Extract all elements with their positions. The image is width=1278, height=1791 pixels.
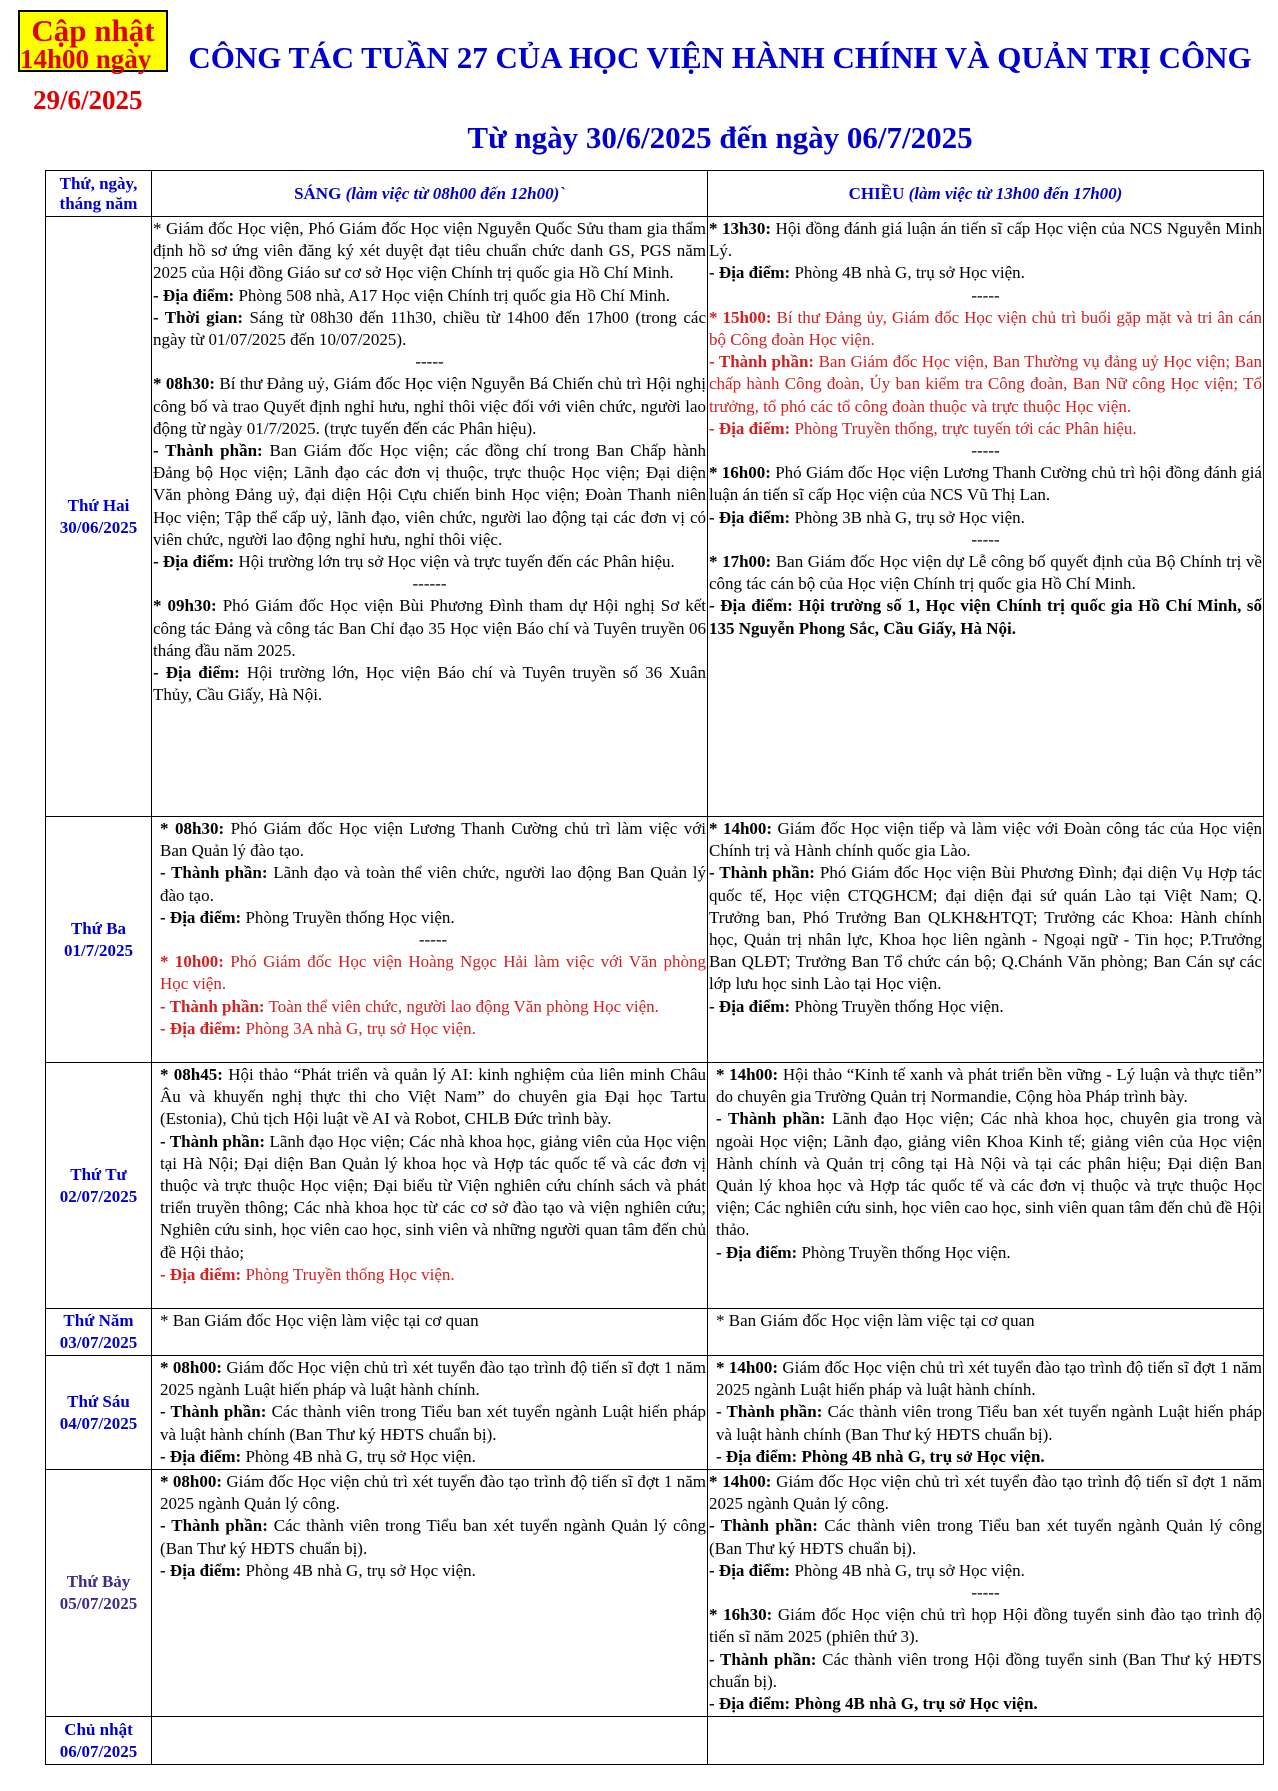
- day-cell-wed: [46, 1063, 152, 1309]
- update-note-line2: 14h00 ngày: [20, 44, 152, 74]
- day-date: 03/07/2025: [59, 1333, 138, 1352]
- event-place: Hội trường lớn, Học viện Báo chí và Tuyên truyền số 36 Xuân Thủy, Cầu Giấy, Hà Nội.: [153, 663, 706, 705]
- event-place: Phòng Truyền thống Học viện.: [797, 1242, 1011, 1262]
- event-text: Hội thảo “Phát triển và quản lý AI: kinh nghiệm của liên minh Châu Âu và khuyến nghị thực thi cho Việt Nam” do chuyên gia Đại học Tartu (Estonia), Chủ tịch Hội luật về AI và Robot, CHLB Đức trình bày.: [160, 1065, 706, 1129]
- place-label: - Địa điểm:: [709, 1560, 791, 1580]
- members-label: - Thành phần:: [716, 1109, 826, 1129]
- separator: -----: [971, 285, 1000, 305]
- event-place: Phòng Truyền thống Học viện.: [241, 1264, 455, 1284]
- day-cell-sun: [46, 1717, 152, 1765]
- table-row: [46, 817, 1264, 1063]
- day-date: 02/07/2025: [59, 1186, 138, 1206]
- place-label: - Địa điểm:: [709, 418, 791, 438]
- table-row: [46, 1356, 1264, 1470]
- morning-cell-sat: [152, 1470, 708, 1717]
- day-name: Thứ Sáu: [67, 1391, 130, 1411]
- event-time: * 16h00:: [709, 463, 771, 483]
- page-title: CÔNG TÁC TUẦN 27 CỦA HỌC VIỆN HÀNH CHÍNH VÀ QUẢN TRỊ CÔNG: [188, 40, 1252, 75]
- table-row: [46, 1717, 1264, 1765]
- members-label: - Thành phần:: [709, 1516, 818, 1536]
- place-label: - Địa điểm:: [709, 507, 791, 527]
- event-place: Phòng 508 nhà, A17 Học viện Chính trị quốc gia Hồ Chí Minh.: [234, 285, 671, 305]
- event-place: Phòng 4B nhà G, trụ sở Học viện.: [790, 263, 1025, 283]
- afternoon-cell-wed: [708, 1063, 1264, 1309]
- separator: -----: [971, 441, 1000, 461]
- event-time: * 08h45:: [160, 1065, 223, 1084]
- event-text: * Ban Giám đốc Học viện làm việc tại cơ quan: [716, 1311, 1035, 1330]
- table-row: [46, 1470, 1264, 1717]
- event-text: Giám đốc Học viện chủ trì xét tuyển đào tạo trình độ tiến sĩ đợt 1 năm 2025 ngành Quản lý công.: [709, 1472, 1263, 1514]
- day-cell-thu: [46, 1309, 152, 1356]
- event-time: * 14h00:: [716, 1358, 779, 1377]
- event-place: Phòng 4B nhà G, trụ sở Học viện.: [790, 1694, 1038, 1714]
- day-date: 01/7/2025: [64, 940, 133, 960]
- event-place: Phòng Truyền thống, trực tuyến tới các Phân hiệu.: [790, 418, 1137, 438]
- table-row: [46, 217, 1264, 817]
- morning-cell-tue: [152, 817, 708, 1063]
- event-time: * 15h00:: [709, 307, 772, 327]
- table-header-row: [46, 171, 1264, 217]
- event-members: Ban Giám đốc Học viện; các đồng chí trong Ban Chấp hành Đảng bộ Học viện; Lãnh đạo các đơn vị thuộc, trực thuộc Học viện; Đại diện Văn phòng Đảng uỷ, đại diện Hội Cựu chiến binh Học viện; Đoàn Thanh niên Học viện; Tập thể cấp uỷ, lãnh đạo, viên chức, người lao động tại các đơn vị có viên chức, người lao động nghỉ hưu, nghỉ thôi việc.: [153, 441, 706, 549]
- afternoon-cell-sun: [708, 1717, 1264, 1765]
- event-time-range: Sáng từ 08h30 đến 11h30, chiều từ 14h00 đến 17h00 (trong các ngày từ 01/07/2025 đến 10/07/2025).: [153, 307, 706, 350]
- place-label: - Địa điểm:: [709, 596, 793, 616]
- event-place: Phòng 4B nhà G, trụ sở Học viện.: [241, 1560, 476, 1580]
- event-text: Ban Giám đốc Học viện dự Lễ công bố quyết định của Bộ Chính trị về công tác cán bộ của Học viện Chính trị quốc gia Hồ Chí Minh.: [709, 552, 1262, 594]
- event-place: Phòng 4B nhà G, trụ sở Học viện.: [241, 1446, 476, 1466]
- header-afternoon-note: (làm việc từ 13h00 đến 17h00): [908, 183, 1123, 203]
- event-members: Phó Giám đốc Học viện Bùi Phương Đình; đại diện Vụ Hợp tác quốc tế, Học viện CTQGHCM; đại diện đại sứ quán Lào tại Việt Nam; Q. Trưởng ban, Phó Trưởng Ban QLKH&HTQT; Trưởng các Khoa: Hành chính học, Quản trị nhân lực, Khoa học liên ngành - Ngoại ngữ - Tin học; P.Trưởng Ban QLĐT; Trưởng Ban Tổ chức cán bộ; Q.Chánh Văn phòng; Ban Cán sự các lớp lưu học sinh Lào tại Học viện.: [709, 863, 1262, 994]
- event-members: Các thành viên trong Tiểu ban xét tuyển ngành Luật hiến pháp và luật hành chính (Ban Thư ký HĐTS chuẩn bị).: [160, 1402, 706, 1444]
- update-note-line1: Cập nhật: [31, 13, 155, 48]
- event-place: Phòng 3A nhà G, trụ sở Học viện.: [241, 1018, 476, 1038]
- event-time: * 09h30:: [153, 596, 217, 616]
- members-label: - Thành phần:: [153, 441, 263, 461]
- separator: ------: [412, 574, 447, 594]
- event-place: Hội trường số 1, Học viện Chính trị quốc gia Hồ Chí Minh, số 135 Nguyễn Phong Sắc, Cầu Giấy, Hà Nội.: [709, 596, 1262, 638]
- event-place: Phòng Truyền thống Học viện.: [241, 907, 455, 927]
- schedule-table: [45, 170, 1264, 1765]
- event-time: * 16h30:: [709, 1605, 773, 1625]
- event-text: Phó Giám đốc Học viện Hoàng Ngọc Hải làm việc với Văn phòng Học viện.: [160, 952, 706, 994]
- event-time: * 13h30:: [709, 219, 772, 238]
- morning-cell-sun: [152, 1717, 708, 1765]
- event-text: Giám đốc Học viện chủ trì xét tuyển đào tạo trình độ tiến sĩ đợt 1 năm 2025 ngành Quản lý công.: [160, 1472, 706, 1514]
- members-label: - Thành phần:: [160, 1516, 268, 1536]
- event-time: * 08h00:: [160, 1472, 223, 1492]
- members-label: - Thành phần:: [709, 863, 815, 883]
- event-text: Hội đồng đánh giá luận án tiến sĩ cấp Học viện của NCS Nguyễn Minh Lý.: [709, 219, 1262, 261]
- morning-cell-thu: [152, 1309, 708, 1356]
- event-text: * Ban Giám đốc Học viện làm việc tại cơ quan: [160, 1311, 479, 1330]
- event-members: Toàn thể viên chức, người lao động Văn phòng Học viện.: [264, 996, 659, 1016]
- afternoon-cell-mon: [708, 217, 1264, 817]
- event-time: * 14h00:: [716, 1065, 779, 1084]
- afternoon-cell-tue: [708, 817, 1264, 1063]
- day-date: 30/06/2025: [59, 517, 138, 537]
- place-label: - Địa điểm:: [160, 1560, 242, 1580]
- event-members: Các thành viên trong Tiểu ban xét tuyển ngành Luật hiến pháp và luật hành chính (Ban Thư ký HĐTS chuẩn bị).: [716, 1402, 1262, 1444]
- day-cell-tue: [46, 817, 152, 1063]
- day-date: 05/07/2025: [59, 1594, 138, 1614]
- day-name: Chủ nhật: [64, 1719, 133, 1739]
- day-name: Thứ Năm: [63, 1311, 134, 1330]
- event-text: Bí thư Đảng uỷ, Giám đốc Học viện Nguyễn Bá Chiến chủ trì Hội nghị công bố và trao Quyết định nghỉ hưu, nghỉ thôi việc đối với viên chức, người lao động từ ngày 01/7/2025. (trực tuyến đến các Phân hiệu).: [153, 374, 706, 438]
- update-note-date: 29/6/2025: [33, 85, 143, 115]
- header-morning-note: (làm việc từ 08h00 đến 12h00)`: [345, 183, 565, 203]
- place-label: - Địa điểm:: [153, 285, 235, 305]
- day-cell-sat: [46, 1470, 152, 1717]
- event-time: * 17h00:: [709, 552, 772, 572]
- separator: -----: [971, 1583, 1000, 1603]
- header-afternoon: [708, 171, 1264, 217]
- event-text: Giám đốc Học viện tiếp và làm việc với Đoàn công tác của Học viện Chính trị và Hành chính quốc gia Lào.: [709, 819, 1262, 861]
- place-label: - Địa điểm:: [160, 907, 242, 927]
- event-text: Phó Giám đốc Học viện Lương Thanh Cường chủ trì làm việc với Ban Quản lý đào tạo.: [160, 819, 706, 861]
- event-text: Giám đốc Học viện chủ trì họp Hội đồng tuyển sinh đào tạo trình độ tiến sĩ năm 2025 (phiên thứ 3).: [709, 1605, 1262, 1647]
- separator: -----: [418, 930, 448, 950]
- separator: -----: [971, 529, 1000, 549]
- header-afternoon-label: CHIỀU: [848, 183, 909, 203]
- event-place: Phòng 4B nhà G, trụ sở Học viện.: [790, 1560, 1025, 1580]
- header-day-col: Thứ, ngày, tháng năm: [46, 171, 152, 217]
- members-label: - Thành phần:: [160, 863, 268, 883]
- day-date: 06/07/2025: [59, 1741, 138, 1761]
- event-time: * 08h00:: [160, 1358, 223, 1377]
- event-place: Phòng 4B nhà G, trụ sở Học viện.: [797, 1446, 1045, 1466]
- event-members: Các thành viên trong Hội đồng tuyển sinh (Ban Thư ký HĐTS chuẩn bị).: [709, 1649, 1263, 1691]
- place-label: - Địa điểm:: [716, 1242, 798, 1262]
- morning-cell-fri: [152, 1356, 708, 1470]
- afternoon-cell-fri: [708, 1356, 1264, 1470]
- place-label: - Địa điểm:: [709, 263, 791, 283]
- event-text: Giám đốc Học viện chủ trì xét tuyển đào tạo trình độ tiến sĩ đợt 1 năm 2025 ngành Luật hiến pháp và luật hành chính.: [716, 1358, 1262, 1400]
- event-text: Phó Giám đốc Học viện Bùi Phương Đình tham dự Hội nghị Sơ kết công tác Đảng và công tác Ban Chỉ đạo 35 Học viện Báo chí và Tuyên truyền 06 tháng đầu năm 2025.: [153, 596, 706, 660]
- event-place: Hội trường lớn trụ sở Học viện và trực tuyến đến các Phân hiệu.: [234, 552, 675, 572]
- separator: -----: [415, 352, 444, 372]
- table-row: [46, 1063, 1264, 1309]
- morning-cell-wed: [152, 1063, 708, 1309]
- members-label: - Thành phần:: [160, 1402, 267, 1422]
- day-cell-fri: [46, 1356, 152, 1470]
- morning-cell-mon: [152, 217, 708, 817]
- place-label: - Địa điểm:: [160, 1446, 242, 1466]
- members-label: - Thành phần:: [160, 1131, 266, 1151]
- day-name: Thứ Bảy: [66, 1572, 131, 1592]
- place-label: - Địa điểm:: [160, 1264, 242, 1284]
- event-text: Giám đốc Học viện chủ trì xét tuyển đào tạo trình độ tiến sĩ đợt 1 năm 2025 ngành Luật hiến pháp và luật hành chính.: [160, 1358, 706, 1400]
- event-members: Các thành viên trong Tiểu ban xét tuyển ngành Quản lý công (Ban Thư ký HĐTS chuẩn bị).: [160, 1516, 706, 1558]
- event-members: Lãnh đạo Học viện; Các nhà khoa học, chuyên gia trong và ngoài Học viện; Lãnh đạo, giảng viên Khoa Kinh tế; giảng viên của Học viện Hành chính và Quản trị công tại Hà Nội và tại các phân hiệu; Đại diện Ban Quản lý khoa học và Hợp tác quốc tế và các đơn vị thuộc và trực thuộc Học viện; Các nghiên cứu sinh, học viên cao học, sinh viên quan tâm đến chủ đề Hội thảo.: [716, 1109, 1262, 1240]
- table-row: [46, 1309, 1264, 1356]
- afternoon-cell-sat: [708, 1470, 1264, 1717]
- header-morning-label: SÁNG: [294, 183, 346, 203]
- event-place: Phòng 3B nhà G, trụ sở Học viện.: [790, 507, 1025, 527]
- day-name: Thứ Hai: [67, 495, 130, 515]
- members-label: - Thành phần:: [709, 352, 815, 372]
- afternoon-cell-thu: [708, 1309, 1264, 1356]
- event-text: Phó Giám đốc Học viện Lương Thanh Cường chủ trì hội đồng đánh giá luận án tiến sĩ cấp Học viện của NCS Vũ Thị Lan.: [709, 463, 1262, 505]
- event-members: Các thành viên trong Tiểu ban xét tuyển ngành Quản lý công (Ban Thư ký HĐTS chuẩn bị).: [709, 1516, 1262, 1558]
- event-time: * 14h00:: [709, 819, 773, 838]
- place-label: - Địa điểm:: [709, 1694, 791, 1714]
- event-time: * 10h00:: [160, 952, 224, 972]
- event-text: Hội thảo “Kinh tế xanh và phát triển bền vững - Lý luận và thực tiễn” do chuyên gia Trường Quản trị Normandie, Cộng hòa Pháp trình bày.: [716, 1065, 1262, 1107]
- day-cell-mon: [46, 217, 152, 817]
- event-text: Bí thư Đảng ủy, Giám đốc Học viện chủ trì buổi gặp mặt và tri ân cán bộ Công đoàn Học viện.: [709, 307, 1262, 350]
- event-time: * 08h30:: [153, 374, 216, 394]
- event-members: Lãnh đạo và toàn thể viên chức, người lao động Ban Quản lý đào tạo.: [160, 863, 706, 905]
- event-members: Ban Giám đốc Học viện, Ban Thường vụ đảng uỷ Học viện; Ban chấp hành Công đoàn, Ủy ban kiểm tra Công đoàn, Ban Nữ công Học viện; Tổ trưởng, tổ phó các tổ công đoàn thuộc và trực thuộc Học viện.: [709, 352, 1262, 416]
- event-text: * Giám đốc Học viện, Phó Giám đốc Học viện Nguyễn Quốc Sửu tham gia thẩm định hồ sơ ứng viên đăng ký xét duyệt đạt tiêu chuẩn chức danh GS, PGS năm 2025 của Hội đồng Giáo sư cơ sở Học viện Chính trị quốc gia Hồ Chí Minh.: [153, 219, 706, 283]
- place-label: - Địa điểm:: [716, 1446, 798, 1466]
- members-label: - Thành phần:: [716, 1402, 823, 1422]
- page-subtitle: Từ ngày 30/6/2025 đến ngày 06/7/2025: [467, 120, 973, 155]
- members-label: - Thành phần:: [709, 1649, 817, 1669]
- place-label: - Địa điểm:: [160, 1018, 242, 1038]
- day-date: 04/07/2025: [59, 1413, 138, 1433]
- time-label: - Thời gian:: [153, 307, 244, 327]
- event-time: * 14h00:: [709, 1472, 772, 1492]
- event-time: * 08h30:: [160, 819, 225, 838]
- place-label: - Địa điểm:: [709, 996, 791, 1016]
- members-label: - Thành phần:: [160, 996, 265, 1016]
- day-name: Thứ Tư: [70, 1164, 127, 1184]
- day-name: Thứ Ba: [70, 918, 127, 938]
- place-label: - Địa điểm:: [153, 552, 235, 572]
- place-label: - Địa điểm:: [153, 663, 240, 683]
- header-morning: [152, 171, 708, 217]
- event-members: Lãnh đạo Học viện; Các nhà khoa học, giảng viên của Học viện tại Hà Nội; Đại diện Ban Quản lý khoa học và Hợp tác quốc tế và các đơn vị thuộc và trực thuộc Học viện; Đại biểu từ Viện nghiên cứu chính sách và phát triển truyền thông; Các nhà khoa học từ các cơ sở đào tạo và viện nghiên cứu; Nghiên cứu sinh, học viên cao học, sinh viên và những người quan tâm đến chủ đề Hội thảo;: [160, 1131, 706, 1262]
- event-place: Phòng Truyền thống Học viện.: [790, 996, 1004, 1016]
